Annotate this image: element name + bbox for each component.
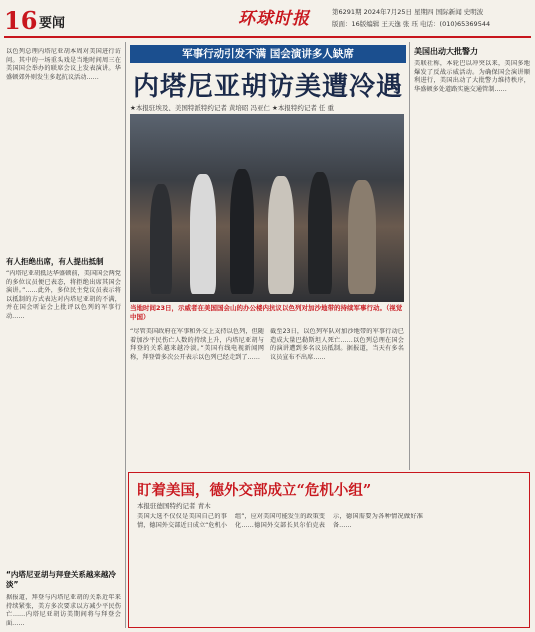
protest-photo: [130, 114, 404, 302]
bottom-story-headline: 盯着美国，德外交部成立“危机小组”: [137, 482, 372, 499]
photo-figure: [230, 169, 254, 294]
left-intro-text: 以色列总理内塔尼亚胡本周对美国进行访问。其中的一场重头戏是当地时间周三在美国国会举办的联席会议上发表演讲。华盛顿郊外则发生多起抗议活动……: [6, 48, 121, 81]
photo-figure: [150, 184, 172, 294]
left-subhead-1: 有人拒绝出席，有人提出抵制: [6, 257, 104, 266]
photo-figure: [190, 174, 216, 294]
left-body-text-2: 据报道，拜登与内塔尼亚胡的关系近年来持续紧张，美方多次要求以方减少平民伤亡……内塔尼亚胡访美期间将与拜登会面……: [6, 594, 121, 627]
kicker-text: 军事行动引发不满 国会演讲多人缺席: [182, 48, 354, 60]
photo-figure: [268, 176, 294, 294]
issue-info: 第6291期 2024年7月25日 星期四 国际新闻 史明波: [332, 8, 484, 16]
byline: ★本报驻埃及、美国特派特约记者 黄培昭 冯亚仁 ★本报特约记者 任 重: [130, 104, 334, 112]
photo-figure: [308, 172, 332, 294]
editor-info: 版面：16版编辑 王天逸 张 珏 电话：(010)65369544: [332, 20, 491, 28]
right-column-title: 美国出动大批警力: [414, 47, 478, 56]
page-number: 16: [4, 6, 38, 35]
column-divider: [125, 42, 126, 628]
left-body-text: “内塔尼亚胡抵达华盛顿前，美国国会两党的多位议员便已表态，将拒绝出席其国会演讲。”……此外，多位民主党议员表示将以抵制的方式表达对内塔尼亚胡的不满，并在国会听证会上批评以色列的军事行动……: [6, 270, 121, 320]
section-name: 要闻: [39, 16, 66, 31]
bottom-story-body: 美国大选不仅仅是美国自己的事情，德国外交部近日成立“危机小组”，应对美国可能发生的政策变化……德国外交部长贝尔伯克表示，德国需要为各种情况做好准备……: [137, 513, 423, 529]
left-column: [6, 42, 121, 628]
photo-caption: 当地时间23日，示威者在美国国会山的办公楼内抗议以色列对加沙地带的持续军事行动。（视觉中国）: [130, 304, 403, 321]
center-text-col-1: “尽管美国政府在军事和外交上支持以色列，但随着加沙平民伤亡人数的持续上升，内塔尼亚胡与拜登的关系越来越冷淡。”美国有线电视新闻网称，拜登曾多次公开表示以色列已经走到了……: [130, 328, 264, 361]
left-subhead-2: “内塔尼亚胡与拜登关系越来越冷淡”: [6, 570, 116, 589]
header-rule: [4, 36, 531, 38]
bottom-story-box: [128, 472, 530, 628]
column-divider: [409, 42, 410, 470]
bottom-story-byline: 本报驻德国特约记者 青木: [137, 502, 211, 510]
masthead-logo: 环球时报: [238, 9, 310, 29]
kicker-bar: [130, 45, 406, 63]
page-header: [0, 0, 535, 38]
main-headline: 内塔尼亚胡访美遭冷遇: [132, 72, 403, 102]
right-column-body: 美联社称，本轮巴以冲突以来，美国多地爆发了反战示威活动。为确保国会演讲顺利进行，美国出动了大批警力维持秩序，华盛顿多处道路实施交通管制……: [414, 60, 530, 93]
photo-figure: [348, 180, 376, 294]
center-text-col-2: 截至23日，以色列军队对加沙地带的军事行动已造成大量巴勒斯坦人死亡……以色列总理在国会的演讲遭到多名议员抵制。据报道，当天有多名议员宣布不出席……: [270, 328, 404, 361]
